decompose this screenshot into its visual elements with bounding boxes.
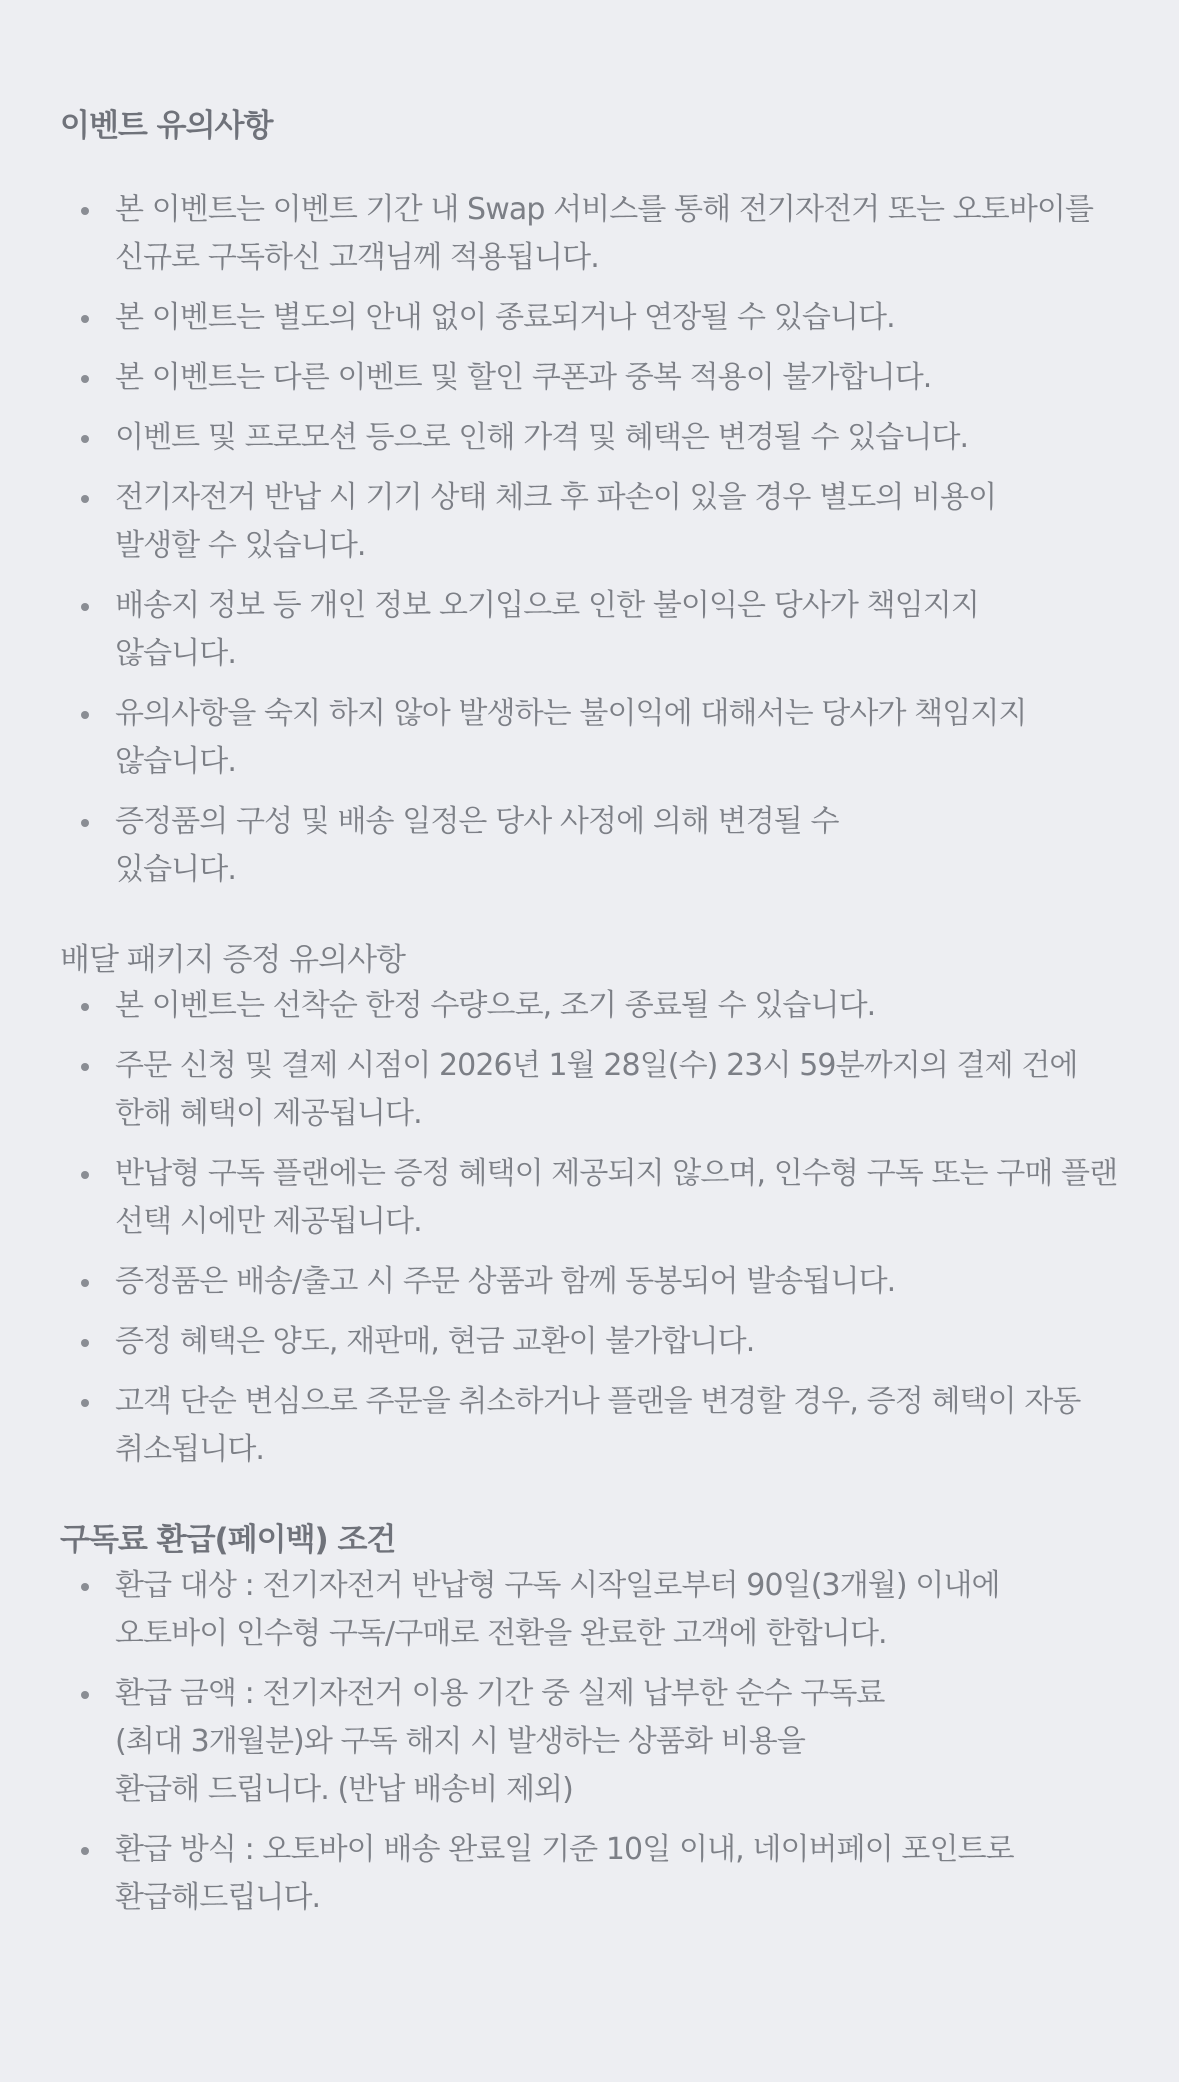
list-item-text: 본 이벤트는 별도의 안내 없이 종료되거나 연장될 수 있습니다. — [115, 300, 895, 335]
bullet-icon — [81, 1003, 89, 1011]
bullet-icon — [81, 1399, 89, 1407]
bullet-icon — [81, 1847, 89, 1855]
bullet-icon — [81, 711, 89, 719]
delivery-package-title: 배달 패키지 증정 유의사항 — [60, 942, 405, 978]
bullet-icon — [81, 207, 89, 215]
list-item — [60, 186, 1119, 282]
list-item-text: 증정품의 구성 및 배송 일정은 당사 사정에 의해 변경될 수 있습니다. — [115, 804, 839, 887]
bullet-icon — [81, 819, 89, 827]
list-item — [60, 1378, 1119, 1474]
event-notice-list — [60, 186, 1119, 894]
refund-list — [60, 1562, 1119, 1922]
list-item — [60, 1150, 1119, 1246]
list-item — [60, 582, 1119, 678]
bullet-icon — [81, 1063, 89, 1071]
refund-section — [60, 1518, 1119, 1922]
list-item-text: 주문 신청 및 결제 시점이 2026년 1월 28일(수) 23시 59분까지의 결제 건에 한해 혜택이 제공됩니다. — [115, 1048, 1078, 1131]
list-item — [60, 1318, 1119, 1366]
list-item-text: 본 이벤트는 다른 이벤트 및 할인 쿠폰과 중복 적용이 불가합니다. — [115, 360, 932, 395]
bullet-icon — [81, 435, 89, 443]
event-notice-title: 이벤트 유의사항 — [60, 108, 273, 144]
bullet-icon — [81, 1339, 89, 1347]
list-item-text: 증정 혜택은 양도, 재판매, 현금 교환이 불가합니다. — [115, 1324, 755, 1359]
bullet-icon — [81, 315, 89, 323]
delivery-package-section — [60, 938, 1119, 1474]
list-item-text: 이벤트 및 프로모션 등으로 인해 가격 및 혜택은 변경될 수 있습니다. — [115, 420, 969, 455]
bullet-icon — [81, 603, 89, 611]
list-item-text: 환급 방식 : 오토바이 배송 완료일 기준 10일 이내, 네이버페이 포인트로 환급해드립니다. — [115, 1832, 1014, 1915]
delivery-package-list — [60, 982, 1119, 1474]
list-item — [60, 798, 1119, 894]
event-notice-section — [60, 104, 1119, 894]
list-item — [60, 1826, 1119, 1922]
list-item — [60, 1042, 1119, 1138]
list-item — [60, 1670, 1119, 1814]
list-item-text: 본 이벤트는 이벤트 기간 내 Swap 서비스를 통해 전기자전거 또는 오토바이를 신규로 구독하신 고객님께 적용됩니다. — [115, 192, 1094, 275]
list-item — [60, 354, 1119, 402]
list-item-text: 전기자전거 반납 시 기기 상태 체크 후 파손이 있을 경우 별도의 비용이 발생할 수 있습니다. — [115, 480, 997, 563]
refund-title: 구독료 환급(페이백) 조건 — [60, 1522, 396, 1558]
list-item — [60, 1258, 1119, 1306]
list-item — [60, 690, 1119, 786]
bullet-icon — [81, 495, 89, 503]
bullet-icon — [81, 1691, 89, 1699]
list-item-text: 증정품은 배송/출고 시 주문 상품과 함께 동봉되어 발송됩니다. — [115, 1264, 896, 1299]
list-item — [60, 1562, 1119, 1658]
bullet-icon — [81, 1279, 89, 1287]
list-item-text: 환급 대상 : 전기자전거 반납형 구독 시작일로부터 90일(3개월) 이내에 오토바이 인수형 구독/구매로 전환을 완료한 고객에 한합니다. — [115, 1568, 1000, 1651]
list-item-text: 배송지 정보 등 개인 정보 오기입으로 인한 불이익은 당사가 책임지지 않습니다. — [115, 588, 979, 671]
list-item-text: 고객 단순 변심으로 주문을 취소하거나 플랜을 변경할 경우, 증정 혜택이 자동 취소됩니다. — [115, 1384, 1081, 1467]
list-item — [60, 294, 1119, 342]
list-item-text: 유의사항을 숙지 하지 않아 발생하는 불이익에 대해서는 당사가 책임지지 않습니다. — [115, 696, 1027, 779]
list-item — [60, 982, 1119, 1030]
bullet-icon — [81, 375, 89, 383]
list-item — [60, 414, 1119, 462]
bullet-icon — [81, 1583, 89, 1591]
list-item — [60, 474, 1119, 570]
list-item-text: 본 이벤트는 선착순 한정 수량으로, 조기 종료될 수 있습니다. — [115, 988, 876, 1023]
list-item-text: 반납형 구독 플랜에는 증정 혜택이 제공되지 않으며, 인수형 구독 또는 구매 플랜 선택 시에만 제공됩니다. — [115, 1156, 1118, 1239]
list-item-text: 환급 금액 : 전기자전거 이용 기간 중 실제 납부한 순수 구독료 (최대 3개월분)와 구독 해지 시 발생하는 상품화 비용을 환급해 드립니다. (반납 배송비 제외) — [115, 1676, 885, 1807]
bullet-icon — [81, 1171, 89, 1179]
